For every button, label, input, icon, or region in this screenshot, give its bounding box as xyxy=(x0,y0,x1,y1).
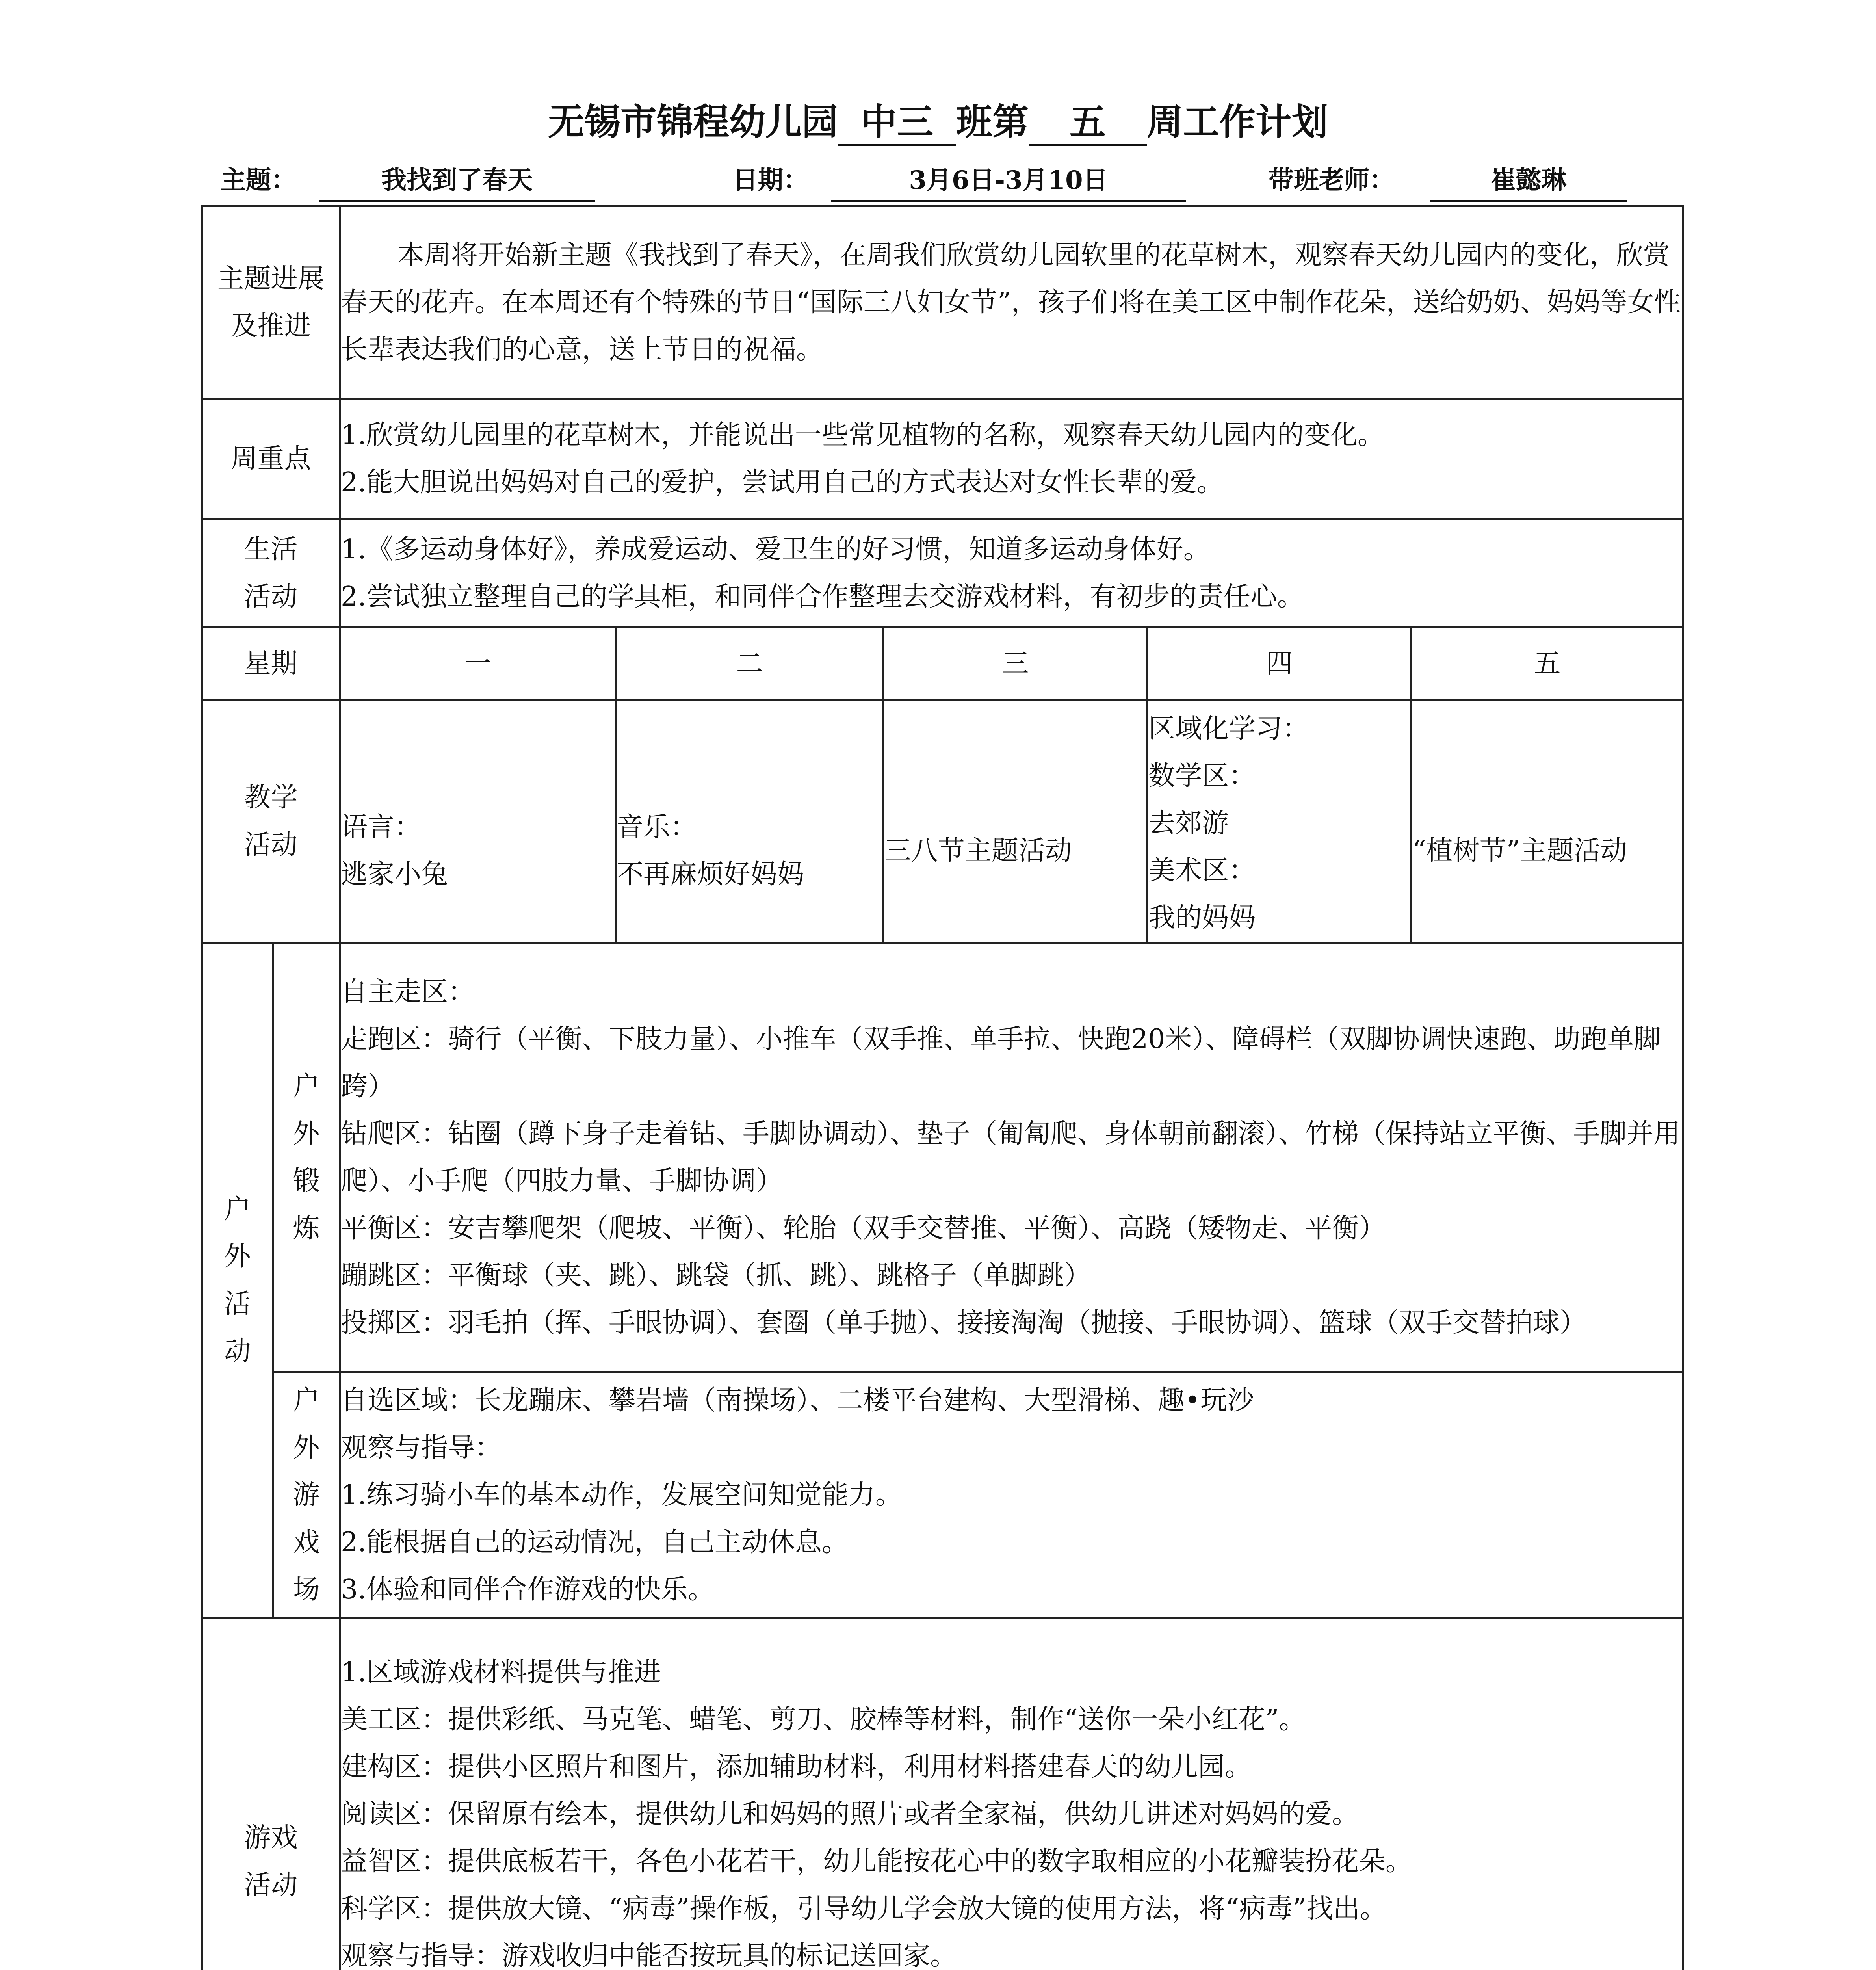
life-activity-content xyxy=(340,519,1683,628)
weekday-tue: 二 xyxy=(616,628,884,701)
list-item: 蹦跳区：平衡球（夹、跳）、跳袋（抓、跳）、跳格子（单脚跳） xyxy=(341,1260,1091,1291)
title-kindergarten: 无锡市锦程幼儿园 xyxy=(548,101,838,143)
row-life-activity xyxy=(202,519,1683,628)
list-item: 自主走区： xyxy=(341,976,475,1007)
list-item: 1.欣赏幼儿园里的花草树木，并能说出一些常见植物的名称，观察春天幼儿园内的变化。 xyxy=(341,420,1384,451)
row-outdoor-playground xyxy=(202,1372,1683,1619)
title-class-word: 班第 xyxy=(956,101,1029,143)
list-item: 1.《多运动身体好》，养成爱运动、爱卫生的好习惯，知道多运动身体好。 xyxy=(341,534,1210,565)
list-item: 观察与指导： xyxy=(341,1432,502,1463)
outdoor-playground-content xyxy=(340,1372,1683,1619)
teaching-wed: 三八节主题活动 xyxy=(884,701,1148,943)
header-meta xyxy=(205,161,1678,204)
theme-label: 主题： xyxy=(221,166,296,195)
list-item: 建构区：提供小区照片和图片，添加辅助材料，利用材料搭建春天的幼儿园。 xyxy=(341,1751,1252,1782)
date-value: 3月6日-3月10日 xyxy=(831,161,1186,202)
list-item: 美工区：提供彩纸、马克笔、蜡笔、剪刀、胶棒等材料，制作“送你一朵小红花”。 xyxy=(341,1704,1306,1735)
list-item: 走跑区：骑行（平衡、下肢力量）、小推车（双手推、单手拉、快跑20米）、障碍栏（双脚协调快速跑、助跑单脚跨） xyxy=(341,1023,1661,1102)
theme-value: 我找到了春天 xyxy=(319,161,595,202)
list-item: 平衡区：安吉攀爬架（爬坡、平衡）、轮胎（双手交替推、平衡）、高跷（矮物走、平衡） xyxy=(341,1212,1386,1244)
page-title xyxy=(0,97,1876,148)
row-outdoor-exercise xyxy=(202,943,1683,1372)
teacher-label: 带班老师： xyxy=(1269,166,1395,195)
row-games xyxy=(202,1619,1683,1970)
list-item: 2.尝试独立整理自己的学具柜，和同伴合作整理去交游戏材料，有初步的责任心。 xyxy=(341,581,1304,612)
list-item: 1.练习骑小车的基本动作，发展空间知觉能力。 xyxy=(341,1479,902,1511)
weekly-focus-label: 周重点 xyxy=(202,399,340,519)
weekly-focus-content xyxy=(340,399,1683,519)
outdoor-exercise-content xyxy=(340,943,1683,1372)
weekday-wed: 三 xyxy=(884,628,1148,701)
theme-progress-label: 主题进展及推进 xyxy=(202,206,340,399)
teaching-tue: 音乐： 不再麻烦好妈妈 xyxy=(616,701,884,943)
theme-progress-text: 本周将开始新主题《我找到了春天》，在周我们欣赏幼儿园软里的花草树木，观察春天幼儿园内的变化，欣赏春天的花卉。在本周还有个特殊的节日“国际三八妇女节”，孩子们将在美工区中制作花朵，送给奶奶、妈妈等女性长辈表达我们的心意，送上节日的祝福。 xyxy=(340,206,1683,399)
row-theme-progress xyxy=(202,206,1683,399)
date-label: 日期： xyxy=(733,166,808,195)
games-content xyxy=(340,1619,1683,1970)
list-item: 钻爬区：钻圈（蹲下身子走着钻、手脚协调动）、垫子（匍匐爬、身体朝前翻滚）、竹梯（保持站立平衡、手脚并用爬）、小手爬（四肢力量、手脚协调） xyxy=(341,1118,1681,1197)
weekday-thu: 四 xyxy=(1148,628,1412,701)
teaching-label: 教学 活动 xyxy=(202,701,340,943)
list-item: 观察与指导：游戏收归中能否按玩具的标记送回家。 xyxy=(341,1940,957,1970)
title-plan-word: 周工作计划 xyxy=(1147,101,1328,143)
list-item: 1.区域游戏材料提供与推进 xyxy=(341,1657,661,1688)
weekday-fri: 五 xyxy=(1412,628,1683,701)
row-weekly-focus xyxy=(202,399,1683,519)
list-item: 自选区域：长龙蹦床、攀岩墙（南操场）、二楼平台建构、大型滑梯、趣•玩沙 xyxy=(341,1385,1254,1416)
list-item: 2.能大胆说出妈妈对自己的爱护，尝试用自己的方式表达对女性长辈的爱。 xyxy=(341,467,1224,498)
list-item: 阅读区：保留原有绘本，提供幼儿和妈妈的照片或者全家福，供幼儿讲述对妈妈的爱。 xyxy=(341,1799,1359,1830)
teaching-mon: 语言： 逃家小兔 xyxy=(340,701,616,943)
outdoor-exercise-label: 户 外 锻 炼 xyxy=(273,943,340,1372)
outdoor-activity-label: 户 外 活 动 xyxy=(202,943,273,1619)
title-class-name: 中三 xyxy=(838,100,956,146)
life-activity-label: 生活 活动 xyxy=(202,519,340,628)
list-item: 3.体验和同伴合作游戏的快乐。 xyxy=(341,1574,715,1605)
outdoor-playground-label: 户 外 游 戏 场 xyxy=(273,1372,340,1619)
row-teaching xyxy=(202,701,1683,943)
list-item: 投掷区：羽毛拍（挥、手眼协调）、套圈（单手抛）、接接淘淘（抛接、手眼协调）、篮球（双手交替拍球） xyxy=(341,1307,1587,1338)
list-item: 益智区：提供底板若干，各色小花若干，幼儿能按花心中的数字取相应的小花瓣装扮花朵。 xyxy=(341,1846,1413,1877)
weekly-plan-table xyxy=(201,205,1684,1970)
teaching-thu: 区域化学习： 数学区： 去郊游 美术区： 我的妈妈 xyxy=(1148,701,1412,943)
weekday-mon: 一 xyxy=(340,628,616,701)
teacher-value: 崔懿琳 xyxy=(1430,161,1627,202)
games-label: 游戏 活动 xyxy=(202,1619,340,1970)
list-item: 2.能根据自己的运动情况，自己主动休息。 xyxy=(341,1527,849,1558)
list-item: 科学区：提供放大镜、“病毒”操作板，引导幼儿学会放大镜的使用方法，将“病毒”找出。 xyxy=(341,1893,1387,1924)
weekday-label: 星期 xyxy=(202,628,340,701)
teaching-fri: “植树节”主题活动 xyxy=(1412,701,1683,943)
title-week-number: 五 xyxy=(1029,100,1147,146)
row-weekday xyxy=(202,628,1683,701)
